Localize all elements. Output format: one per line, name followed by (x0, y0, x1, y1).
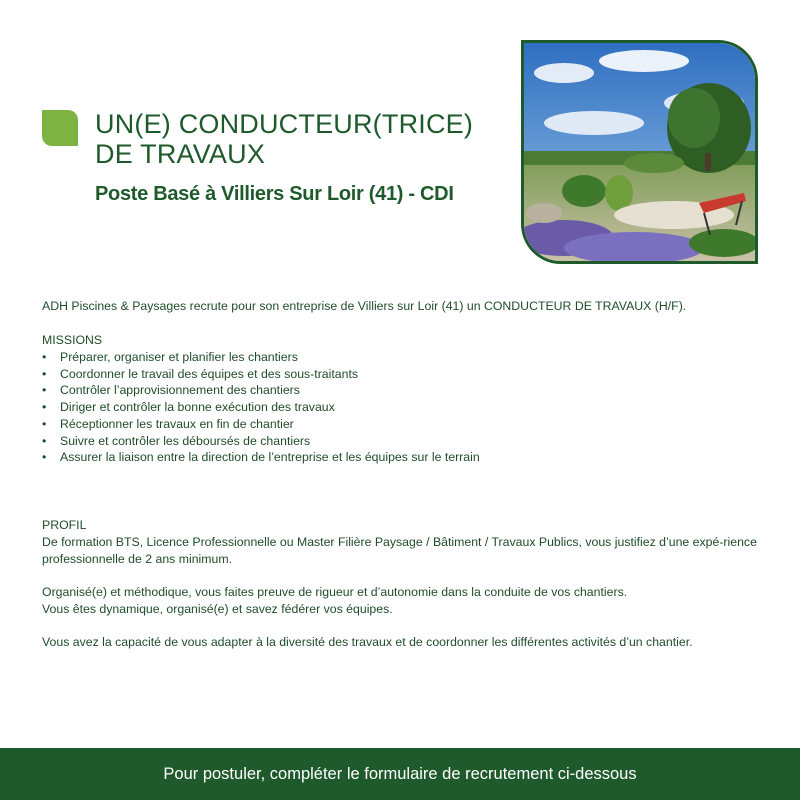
garden-photo (521, 40, 758, 264)
missions-list (42, 349, 480, 466)
profil-heading: PROFIL (42, 518, 87, 532)
bullet-icon: • (42, 366, 47, 381)
list-item: • Coordonner le travail des équipes et des sous-traitants (42, 366, 359, 381)
job-subtitle: Poste Basé à Villiers Sur Loir (41) - CDI (95, 183, 454, 205)
bullet-icon: • (42, 400, 47, 415)
bullet-icon: • (42, 350, 47, 364)
list-item: • Diriger et contrôler la bonne exécution des travaux (42, 400, 335, 415)
profil-paragraph: Organisé(e) et méthodique, vous faites preuve de rigueur et d’autonomie dans la conduite de vos chantiers. (42, 585, 628, 599)
bullet-icon: • (42, 416, 47, 431)
job-title: UN(E) CONDUCTEUR(TRICE) DE TRAVAUX (95, 109, 474, 169)
apply-footer-banner (0, 748, 800, 800)
profil-paragraph: Vous êtes dynamique, organisé(e) et savez fédérer vos équipes. (42, 602, 393, 616)
list-item: • Contrôler l’approvisionnement des chantiers (42, 383, 300, 398)
garden-illustration (524, 43, 755, 261)
accent-square (42, 110, 78, 146)
intro-text: ADH Piscines & Paysages recrute pour son entreprise de Villiers sur Loir (41) un CONDUCTEUR DE TRAVAUX (H/F). (42, 299, 687, 313)
bullet-icon: • (42, 383, 47, 398)
missions-heading: MISSIONS (42, 333, 103, 347)
list-item: • Préparer, organiser et planifier les chantiers (42, 350, 298, 364)
list-item: • Réceptionner les travaux en fin de chantier (42, 416, 294, 431)
profil-paragraph: Vous avez la capacité de vous adapter à la diversité des travaux et de coordonner les différentes activités d’un chantier. (42, 635, 693, 649)
list-item: • Assurer la liaison entre la direction de l’entreprise et les équipes sur le terrain (42, 450, 480, 465)
bullet-icon: • (42, 433, 47, 448)
apply-cta-text: Pour postuler, compléter le formulaire de recrutement ci-dessous (163, 764, 637, 783)
bullet-icon: • (42, 450, 47, 465)
list-item: • Suivre et contrôler les déboursés de chantiers (42, 433, 311, 448)
profil-paragraph: De formation BTS, Licence Professionnelle ou Master Filière Paysage / Bâtiment / Travaux Publics, vous justifiez d’une expé-rience professionnelle de 2 ans minimum. (42, 535, 757, 566)
